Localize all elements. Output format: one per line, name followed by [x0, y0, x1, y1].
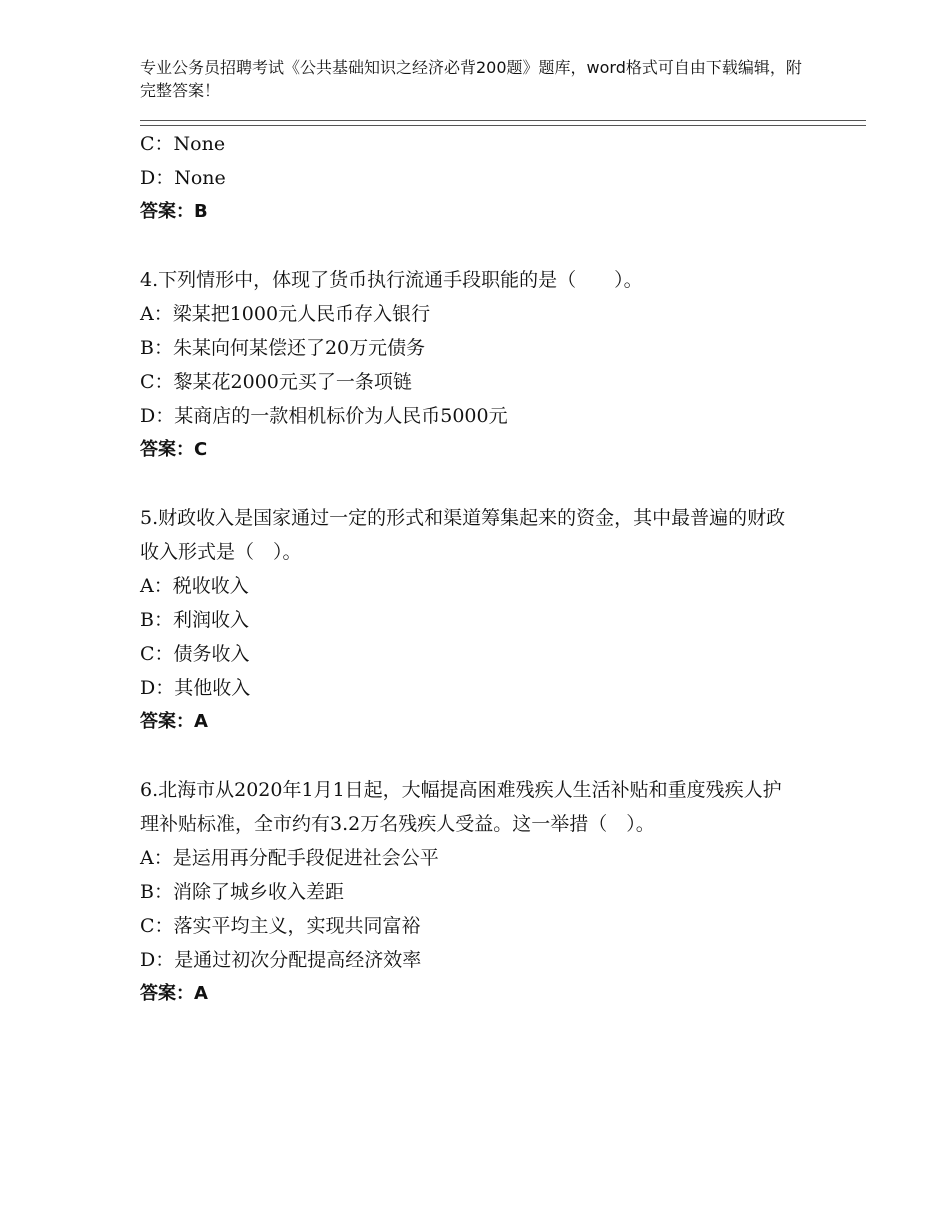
q3-option-d: D：None: [140, 167, 226, 189]
question-gap: [140, 739, 810, 773]
header-divider: [140, 120, 866, 126]
q5-stem: 5.财政收入是国家通过一定的形式和渠道筹集起来的资金，其中最普遍的财政收入形式是（ ）。: [140, 507, 786, 563]
q6-option-a: A：是运用再分配手段促进社会公平: [140, 847, 439, 869]
q3-answer: 答案：B: [140, 201, 208, 222]
q5-option-a: A：税收收入: [140, 575, 249, 597]
page-header: 专业公务员招聘考试《公共基础知识之经济必背200题》题库，word格式可自由下载编辑，附完整答案！: [140, 58, 802, 100]
q5-option-b: B：利润收入: [140, 609, 249, 631]
q6-option-c: C：落实平均主义，实现共同富裕: [140, 915, 421, 937]
q6-option-d: D：是通过初次分配提高经济效率: [140, 949, 422, 971]
question-gap: [140, 229, 810, 263]
question-gap: [140, 467, 810, 501]
q4-option-c: C：黎某花2000元买了一条项链: [140, 371, 412, 393]
q4-answer: 答案：C: [140, 439, 208, 460]
q4-option-b: B：朱某向何某偿还了20万元债务: [140, 337, 426, 359]
question-list: [140, 127, 810, 1011]
q5-option-d: D：其他收入: [140, 677, 251, 699]
q3-option-c: C：None: [140, 133, 226, 155]
q5-option-c: C：债务收入: [140, 643, 250, 665]
q6-stem: 6.北海市从2020年1月1日起，大幅提高困难残疾人生活补贴和重度残疾人护理补贴标准，全市约有3.2万名残疾人受益。这一举措（ ）。: [140, 779, 782, 835]
q4-option-a: A：梁某把1000元人民币存入银行: [140, 303, 431, 325]
q4-option-d: D：某商店的一款相机标价为人民币5000元: [140, 405, 508, 427]
q6-option-b: B：消除了城乡收入差距: [140, 881, 344, 903]
q5-answer: 答案：A: [140, 711, 208, 732]
q4-stem: 4.下列情形中，体现了货币执行流通手段职能的是（ ）。: [140, 269, 643, 291]
q6-answer: 答案：A: [140, 983, 208, 1004]
